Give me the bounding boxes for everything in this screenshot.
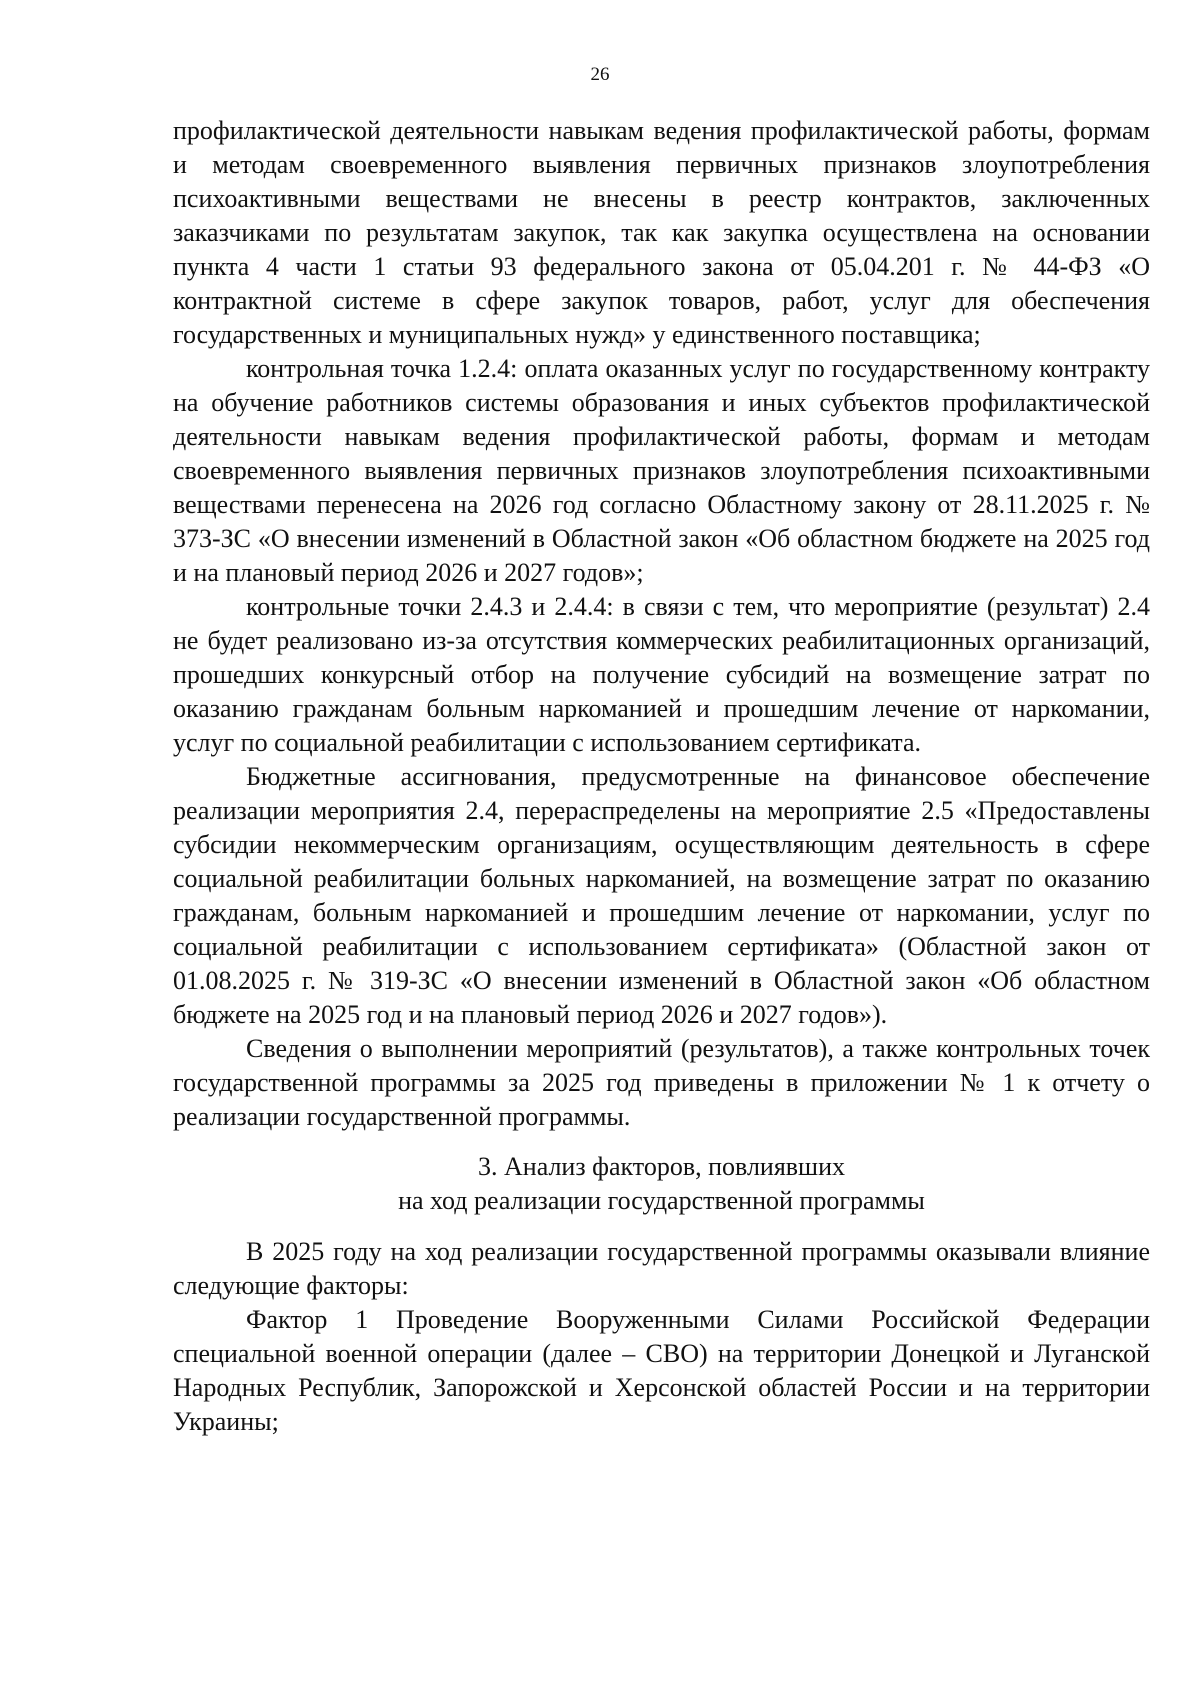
paragraph-factors-intro: В 2025 году на ход реализации государственной программы оказывали влияние следующие факторы: [173,1237,1150,1300]
body-text [173,114,1150,1439]
section-heading [173,1150,1150,1218]
page-number: 26 [590,64,610,85]
paragraph-appendix-reference: Сведения о выполнении мероприятий (результатов), а также контрольных точек государственной программы за 2025 год приведены в приложении № 1 к отчету о реализации государственной программы. [173,1034,1150,1131]
paragraph-factor-1: Фактор 1 Проведение Вооруженными Силами Российской Федерации специальной военной операции (далее – СВО) на территории Донецкой и Луганской Народных Республик, Запорожской и Херсонской областей России и на территории Украины; [173,1305,1150,1436]
section-heading-line-2: на ход реализации государственной программы [398,1186,925,1215]
section-heading-line-1: 3. Анализ факторов, повлиявших [478,1152,845,1181]
paragraph-control-point-1-2-4: контрольная точка 1.2.4: оплата оказанных услуг по государственному контракту на обучение работников системы образования и иных субъектов профилактической деятельности навыкам ведения профилактической работы, формам и методам своевременного выявления первичных признаков злоупотребления психоактивными веществами перенесена на 2026 год согласно Областному закону от 28.11.2025 г. № 373-ЗС «О внесении изменений в Областной закон «Об областном бюджете на 2025 год и на плановый период 2026 и 2027 годов»; [173,354,1150,587]
paragraph-control-points-2-4-3-2-4-4: контрольные точки 2.4.3 и 2.4.4: в связи с тем, что мероприятие (результат) 2.4 не будет реализовано из-за отсутствия коммерческих реабилитационных организаций, прошедших конкурсный отбор на получение субсидий на возмещение затрат по оказанию гражданам больным наркоманией и прошедшим лечение от наркомании, услуг по социальной реабилитации с использованием сертификата. [173,592,1150,757]
paragraph-continuation: профилактической деятельности навыкам ведения профилактической работы, формам и методам своевременного выявления первичных признаков злоупотребления психоактивными веществами не внесены в реестр контрактов, заключенных заказчиками по результатам закупок, так как закупка осуществлена на основании пункта 4 части 1 статьи 93 федерального закона от 05.04.201 г. № 44-ФЗ «О контрактной системе в сфере закупок товаров, работ, услуг для обеспечения государственных и муниципальных нужд» у единственного поставщика; [173,116,1150,349]
paragraph-budget-allocations: Бюджетные ассигнования, предусмотренные на финансовое обеспечение реализации мероприятия 2.4, перераспределены на мероприятие 2.5 «Предоставлены субсидии некоммерческим организациям, осуществляющим деятельность в сфере социальной реабилитации больных наркоманией, на возмещение затрат по оказанию гражданам, больным наркоманией и прошедшим лечение от наркомании, услуг по социальной реабилитации с использованием сертификата» (Областной закон от 01.08.2025 г. № 319-ЗС «О внесении изменений в Областной закон «Об областном бюджете на 2025 год и на плановый период 2026 и 2027 годов»). [173,762,1150,1029]
